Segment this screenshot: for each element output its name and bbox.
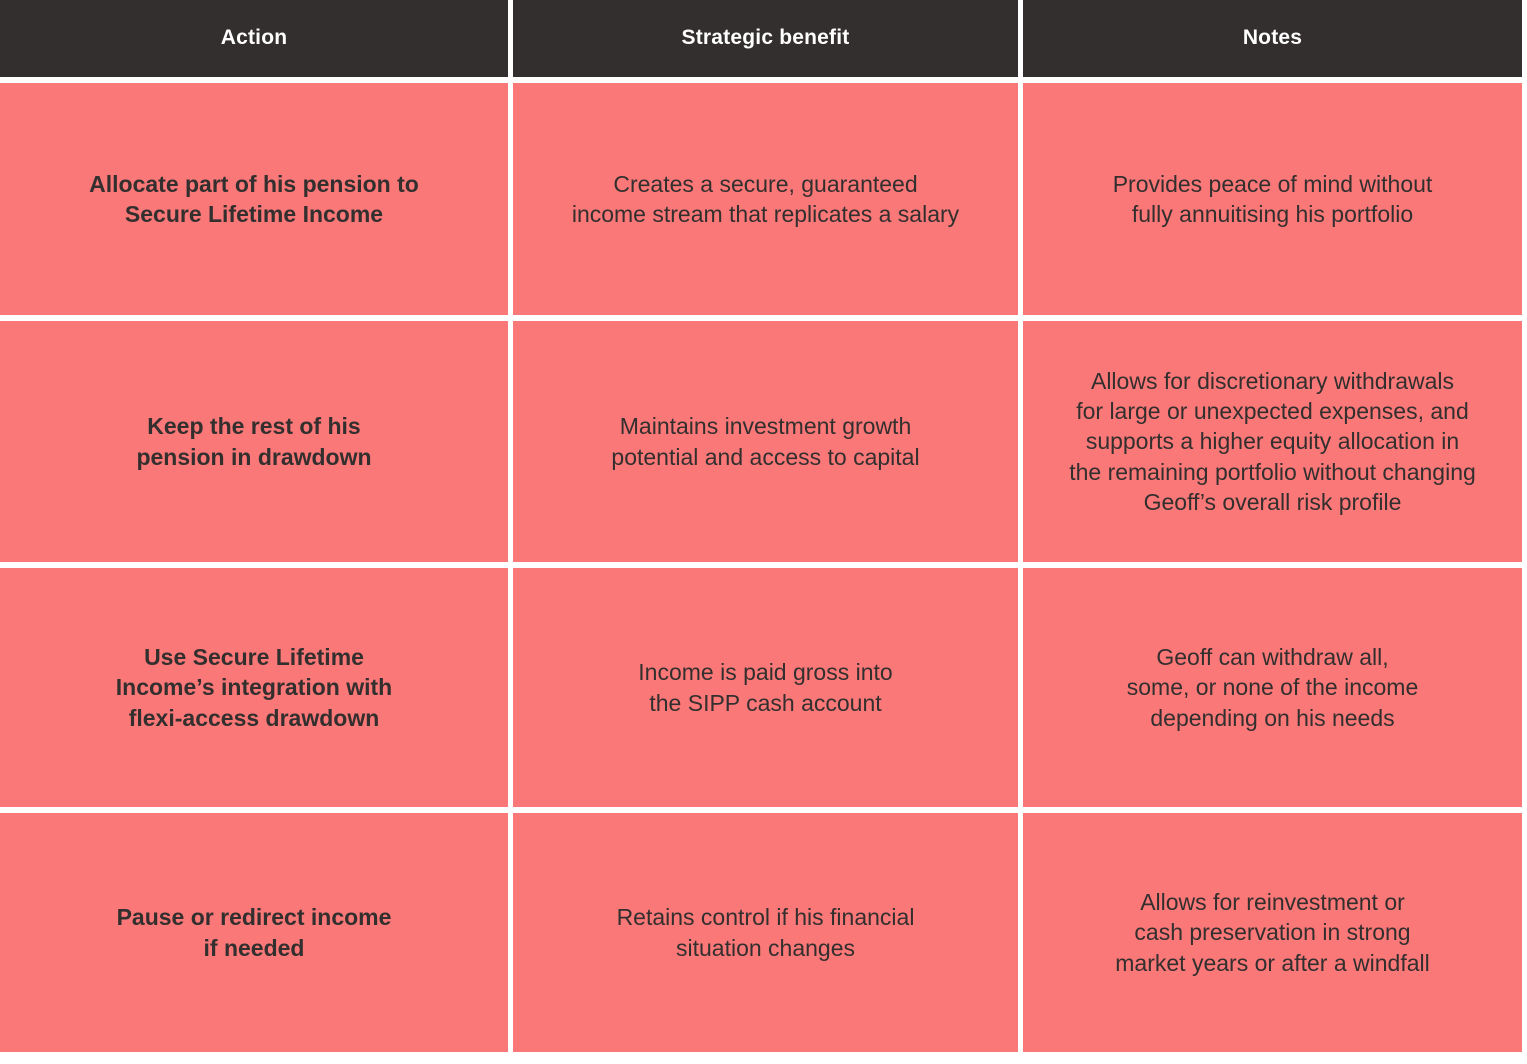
table-row bbox=[0, 813, 1522, 1052]
cell-action: Use Secure Lifetime Income’s integration with flexi-access drawdown bbox=[0, 568, 508, 807]
column-header-action: Action bbox=[0, 0, 508, 77]
table-header-row bbox=[0, 0, 1522, 77]
table-row bbox=[0, 83, 1522, 315]
table-body bbox=[0, 83, 1522, 1052]
column-header-notes: Notes bbox=[1023, 0, 1522, 77]
cell-notes: Allows for reinvestment or cash preservation in strong market years or after a windfall bbox=[1023, 813, 1522, 1052]
cell-strategic-benefit: Retains control if his financial situation changes bbox=[513, 813, 1018, 1052]
cell-strategic-benefit: Creates a secure, guaranteed income stream that replicates a salary bbox=[513, 83, 1018, 315]
cell-strategic-benefit: Income is paid gross into the SIPP cash account bbox=[513, 568, 1018, 807]
cell-action: Keep the rest of his pension in drawdown bbox=[0, 321, 508, 562]
column-header-strategic-benefit: Strategic benefit bbox=[513, 0, 1018, 77]
table-row bbox=[0, 568, 1522, 807]
cell-action: Allocate part of his pension to Secure Lifetime Income bbox=[0, 83, 508, 315]
cell-action: Pause or redirect income if needed bbox=[0, 813, 508, 1052]
table-header bbox=[0, 0, 1522, 77]
cell-notes: Provides peace of mind without fully annuitising his portfolio bbox=[1023, 83, 1522, 315]
table-row bbox=[0, 321, 1522, 562]
cell-notes: Allows for discretionary withdrawals for large or unexpected expenses, and supports a higher equity allocation in the remaining portfolio without changing Geoff’s overall risk profile bbox=[1023, 321, 1522, 562]
cell-strategic-benefit: Maintains investment growth potential and access to capital bbox=[513, 321, 1018, 562]
cell-notes: Geoff can withdraw all, some, or none of the income depending on his needs bbox=[1023, 568, 1522, 807]
